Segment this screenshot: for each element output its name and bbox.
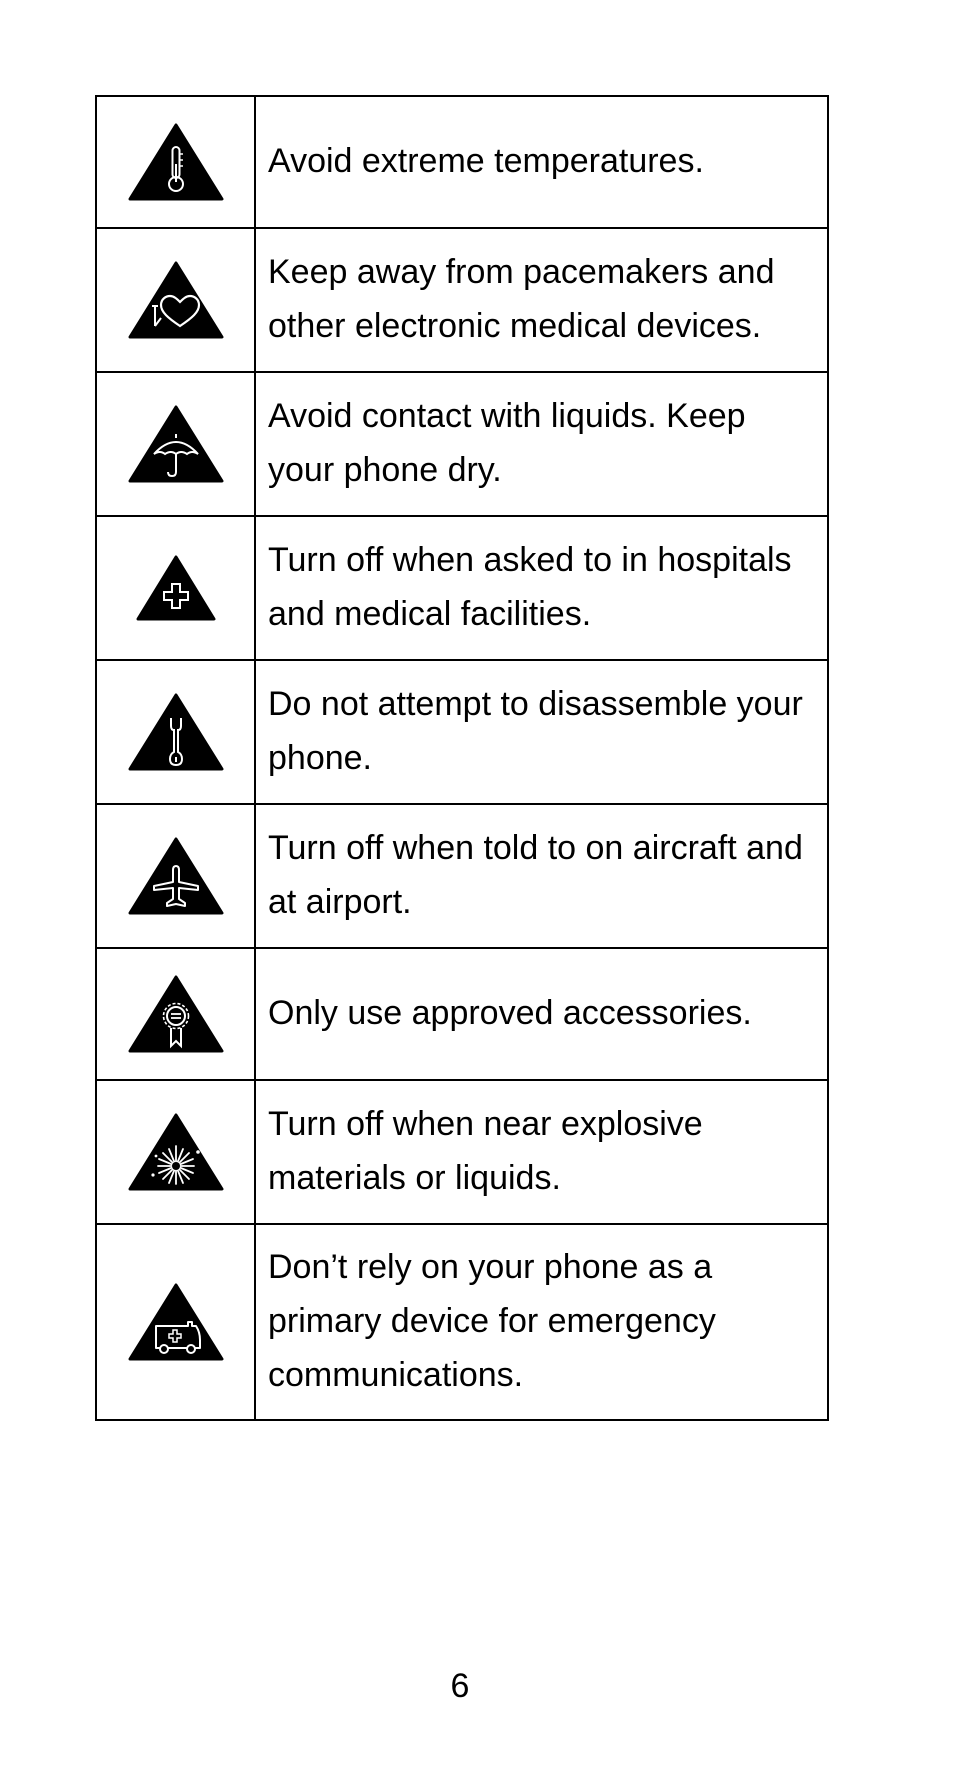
medical-cross-icon — [136, 554, 216, 622]
safety-text: Do not attempt to disassemble your phone. — [255, 660, 828, 804]
icon-cell — [96, 804, 255, 948]
pacemaker-heart-icon — [128, 260, 224, 340]
icon-cell — [96, 948, 255, 1080]
safety-text: Keep away from pacemakers and other electronic medical devices. — [255, 228, 828, 372]
safety-text: Turn off when near explosive materials or liquids. — [255, 1080, 828, 1224]
safety-row — [96, 804, 828, 948]
icon-cell — [96, 228, 255, 372]
umbrella-icon — [128, 404, 224, 484]
airplane-icon — [128, 836, 224, 916]
safety-row — [96, 372, 828, 516]
safety-row — [96, 660, 828, 804]
safety-row — [96, 1224, 828, 1420]
ambulance-icon — [128, 1282, 224, 1362]
safety-text: Only use approved accessories. — [255, 948, 828, 1080]
safety-table — [95, 95, 829, 1421]
thermometer-icon — [128, 122, 224, 202]
icon-cell — [96, 96, 255, 228]
safety-text: Don’t rely on your phone as a primary device for emergency communications. — [255, 1224, 828, 1420]
safety-text: Avoid contact with liquids. Keep your phone dry. — [255, 372, 828, 516]
icon-cell — [96, 1080, 255, 1224]
safety-text: Avoid extreme temperatures. — [255, 96, 828, 228]
safety-row — [96, 1080, 828, 1224]
icon-cell — [96, 372, 255, 516]
safety-row — [96, 228, 828, 372]
wrench-icon — [128, 692, 224, 772]
safety-row — [96, 516, 828, 660]
explosion-icon — [128, 1112, 224, 1192]
page-number: 6 — [450, 1667, 470, 1705]
approved-badge-icon — [128, 974, 224, 1054]
icon-cell — [96, 516, 255, 660]
icon-cell — [96, 1224, 255, 1420]
safety-row — [96, 96, 828, 228]
safety-text: Turn off when told to on aircraft and at airport. — [255, 804, 828, 948]
safety-text: Turn off when asked to in hospitals and medical facilities. — [255, 516, 828, 660]
safety-row — [96, 948, 828, 1080]
icon-cell — [96, 660, 255, 804]
